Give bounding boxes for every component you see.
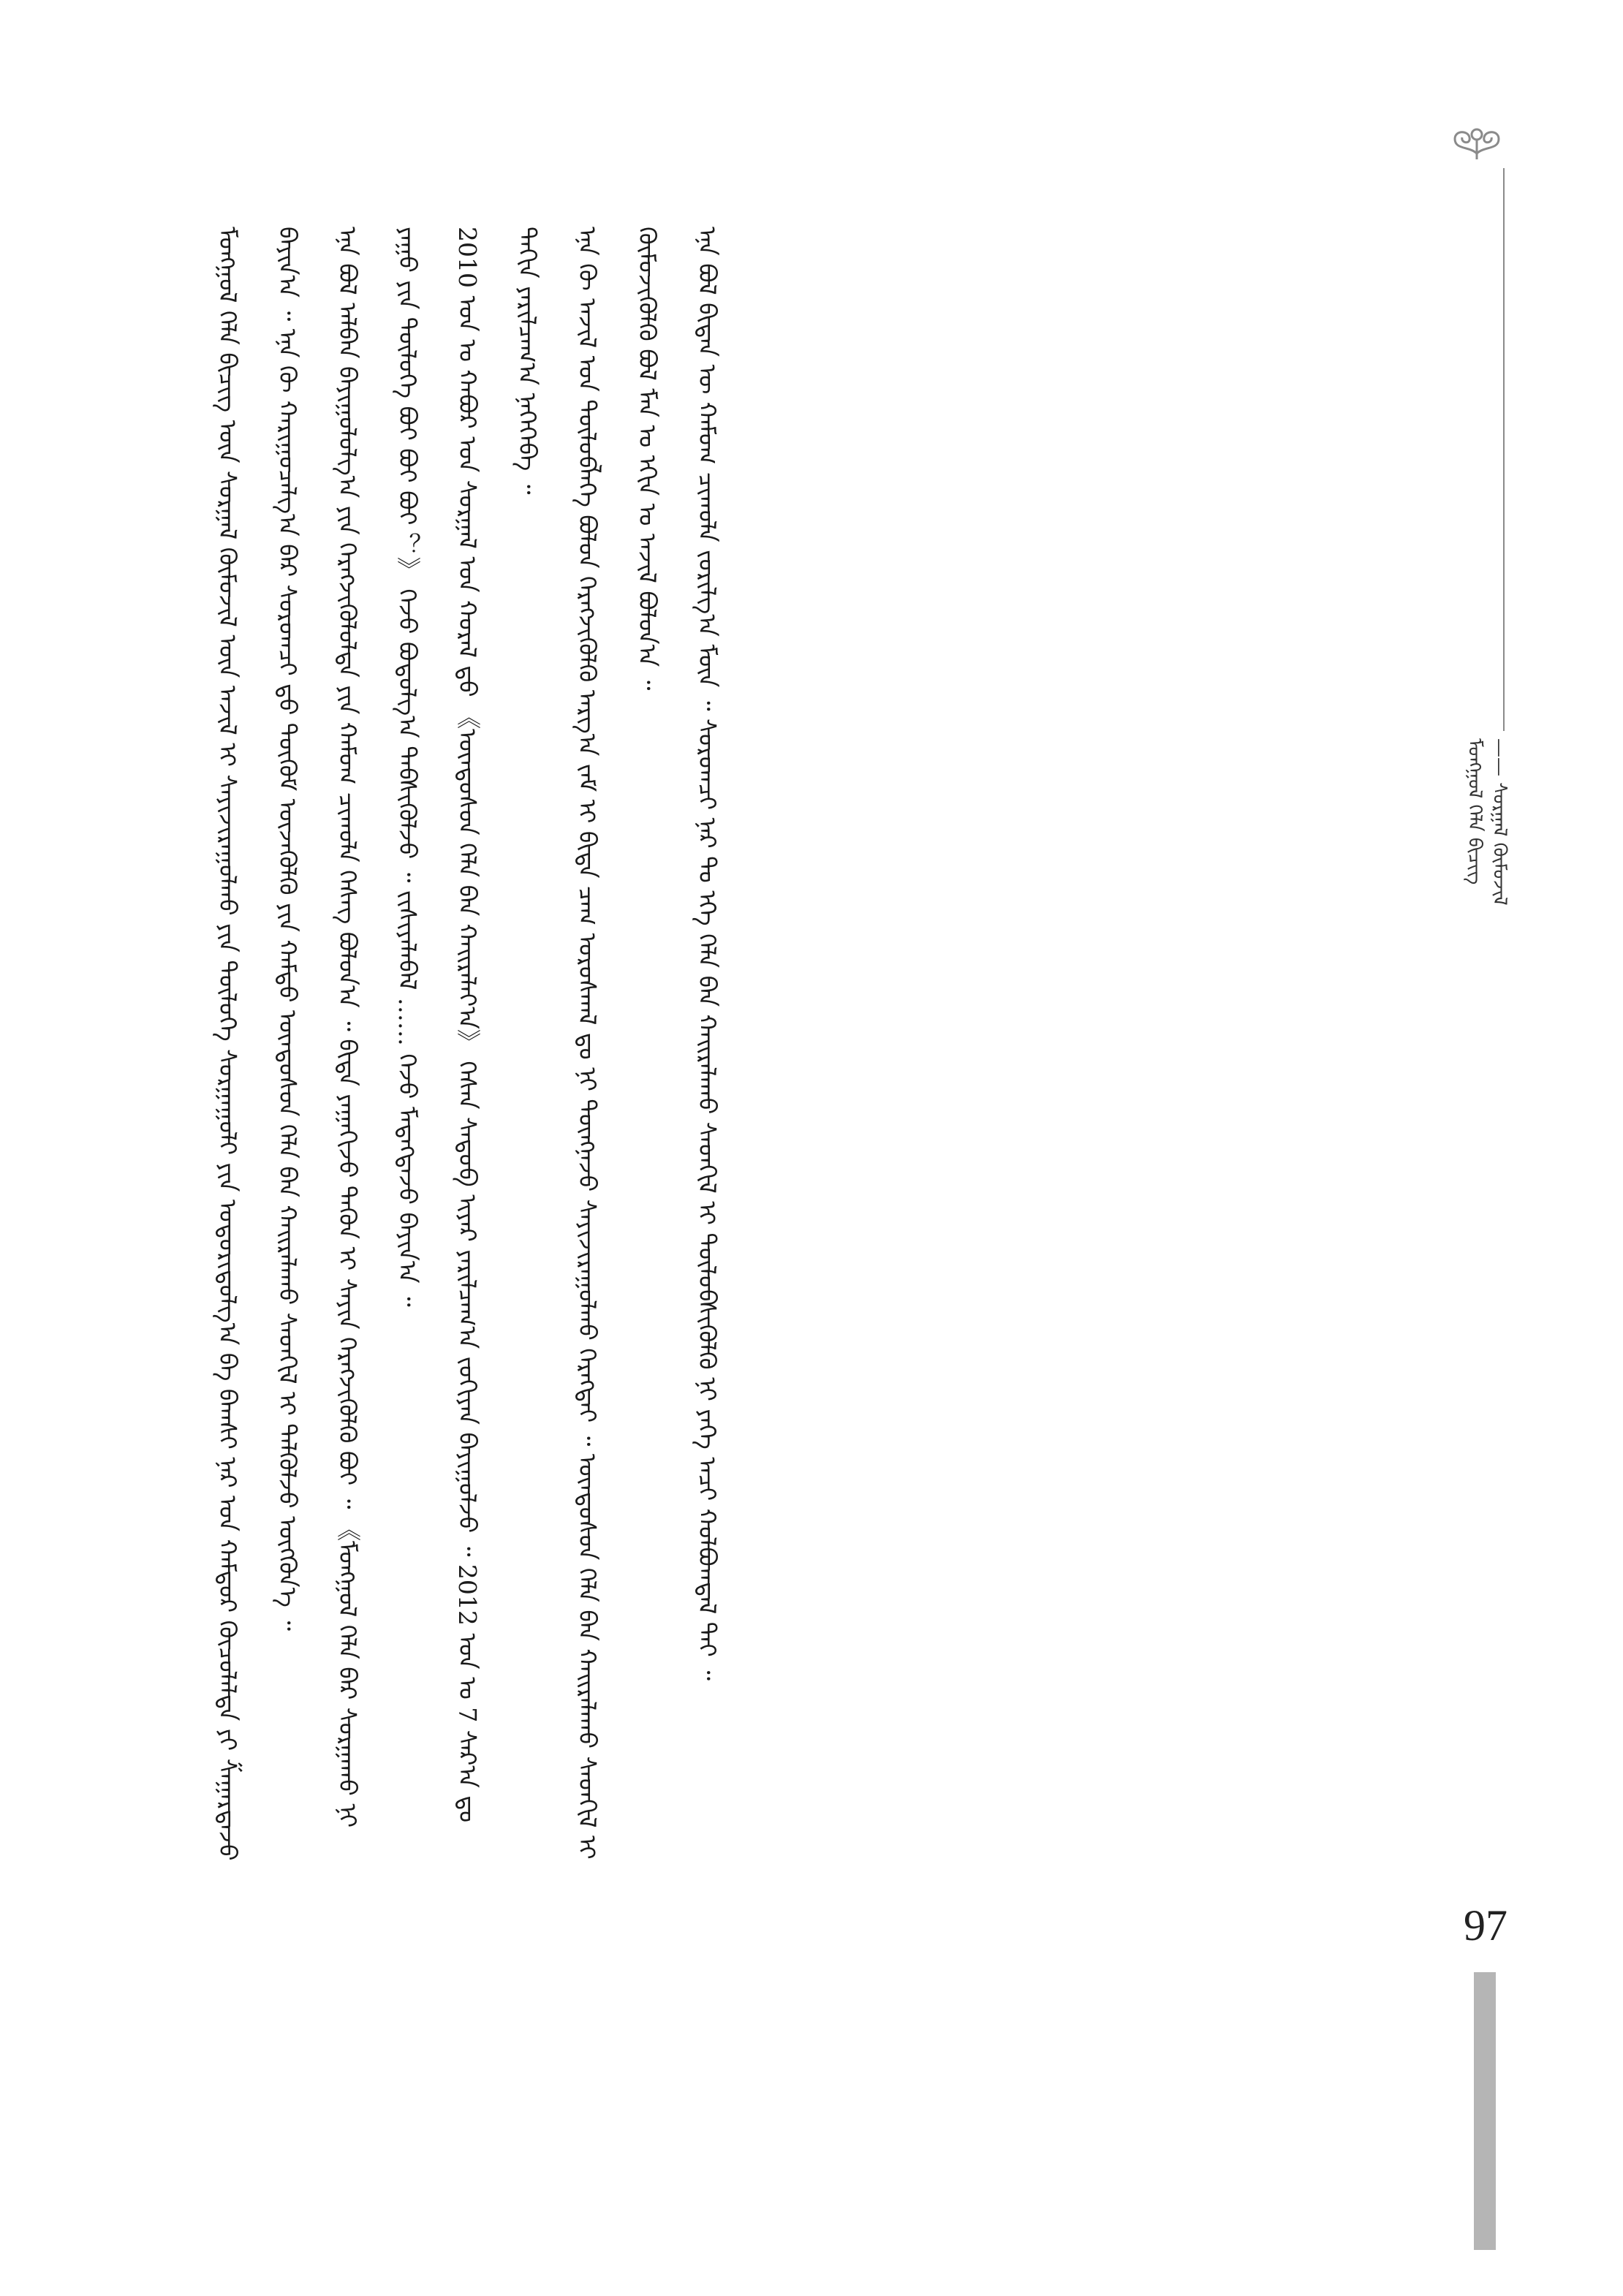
thumb-tab xyxy=(1474,1972,1496,2250)
paragraph: ᠡᠨᠡ ᠬᠦ ᠠᠵᠢᠯ ᠤᠨ ᠲᠥᠯᠦᠪᠯᠡᠭᠡ ᠪᠣᠯᠤᠨ ᠬᠡᠷᠡᠭᠵᠢᠭᠦᠯᠬᠦ ᠠᠷᠭ᠎ᠠ ᠵᠠᠮ ᠢ ᠪᠢᠳᠡ ᠴᠠᠭ ᠤᠷᠤᠰᠬᠠᠯ ᠳᠤ ᠨᠢ ᠳᠦᠩᠨᠡᠵᠦ ᠰᠠᠶᠢᠵᠢᠷᠠᠭᠤᠯᠬᠤ ᠬᠡᠷᠡᠭᠲᠡᠢ ᠃ ᠦᠨᠳᠦᠰᠦᠨ ᠬᠡᠯᠡ ᠪᠡᠨ ᠬᠠᠢᠷᠠᠯᠠᠬᠤ ᠰᠡᠳᠬᠢᠯ ᠢ ᠬᠦᠮᠦᠵᠢᠭᠦᠯᠬᠦ ᠪᠣᠯ ᠮᠠᠨ ᠤ ᠡᠬᠢᠨ ᠤ ᠠᠵᠢᠯ ᠪᠣᠯᠤᠨ᠎ᠠ ᠃ xyxy=(573,227,662,1860)
paragraph: ᠡᠨᠡ ᠪᠣᠯ ᠪᠢᠳᠡᠨ ᠦ ᠬᠠᠮᠤᠭ ᠴᠢᠬᠤᠯᠠ ᠵᠣᠷᠢᠯᠭ᠎ᠠ ᠮᠥᠨ ᠃ ᠰᠤᠷᠤᠭᠴᠢ ᠨᠠᠷ ᠲᠤ ᠡᠬᠡ ᠬᠡᠯᠡ ᠪᠡᠨ ᠬᠠᠢᠷᠠᠯᠠᠬᠤ ᠰᠡᠳᠬᠢᠯ ᠢ ᠲᠥᠯᠥᠪᠰᠢᠭᠦᠯᠬᠦ ᠨᠢ ᠶᠡᠬᠡ ᠠᠴᠢ ᠬᠣᠯᠪᠣᠭᠳᠠᠯ ᠲᠠᠢ ᠃ xyxy=(693,227,722,1681)
paragraph: ᠡᠨᠡ ᠪᠣᠯ ᠠᠯᠪᠠᠨ ᠪᠠᠶᠢᠭᠤᠯᠤᠯᠭ᠎ᠠ ᠶᠢᠨ ᠬᠡᠷᠡᠭᠵᠢᠭᠦᠯᠦᠯᠲᠡ ᠶᠢᠨ ᠬᠠᠮᠤᠭ ᠴᠢᠬᠤᠯᠠ ᠬᠡᠰᠡᠭ ᠪᠣᠯᠤᠨ᠎ᠠ ᠃ ᠪᠢᠳᠡ ᠶᠠᠭᠠᠬᠢᠵᠤ ᠲᠡᠭᠦᠨ ᠢ ᠰᠠᠶᠢᠨ ᠬᠡᠷᠡᠭᠵᠢᠭᠦᠯᠬᠦ ᠪᠤᠢ ᠃ 《ᠮᠣᠩᠭᠣᠯ ᠬᠡᠯᠡ ᠪᠠᠷ ᠰᠤᠷᠭᠠᠬᠤ ᠨᠢ ᠶᠠᠭᠤ ᠶᠢᠨ ᠲᠥᠯᠦᠭᠡ ᠪᠤᠢ ᠪᠤᠢ ᠪᠤᠢ ？》 ᠭᠡᠵᠦ ᠪᠣᠳᠣᠯᠭ᠎ᠠ ᠳᠡᠪᠰᠢᠭᠦᠯᠵᠦ ᠃ ᠵᠢᠱᠢᠶᠡᠯᠡᠪᠡᠯ …… ᠭᠡᠵᠦ ᠮᠡᠳᠡᠭᠳᠡᠵᠦ ᠪᠠᠶᠢᠨ᠎ᠠ ᠃ xyxy=(333,227,422,1828)
paragraph: ᠮᠣᠩᠭᠣᠯ ᠬᠡᠯᠡ ᠪᠢᠴᠢᠭ ᠦᠨ ᠰᠤᠷᠭᠠᠯ ᠬᠦᠮᠦᠵᠢᠯ ᠦᠨ ᠠᠵᠢᠯ ᠢ ᠰᠠᠶᠢᠵᠢᠷᠠᠭᠤᠯᠬᠤ ᠶᠢᠨ ᠲᠥᠯᠦᠭᠡ ᠰᠤᠷᠭᠠᠭᠤᠯᠢ ᠶᠢᠨ ᠤᠳᠤᠷᠢᠳᠤᠯᠭ᠎ᠠ ᠪᠠ ᠪᠠᠭᠰᠢ ᠨᠠᠷ ᠤᠨ ᠬᠠᠮᠲᠤᠷ ᠬᠦᠴᠦᠯᠡᠯᠲᠡ ᠶᠢ ᠱᠠᠭᠠᠷᠳᠠᠵᠤ ᠪᠠᠶᠢᠨ᠎ᠠ ᠃ ᠡᠨᠡ ᠬᠦ ᠬᠠᠷᠢᠭᠤᠴᠠᠯᠭ᠎ᠠ ᠪᠠᠷ ᠰᠤᠷᠤᠭᠴᠢ ᠳ᠋ᠤ ᠳᠥᠭᠥᠮ ᠦᠵᠡᠭᠦᠯᠬᠦ ᠶᠢᠨ ᠬᠠᠮᠲᠤ ᠦᠨᠳᠦᠰᠦᠨ ᠬᠡᠯᠡ ᠪᠡᠨ ᠬᠠᠢᠷᠠᠯᠠᠬᠤ ᠰᠡᠳᠬᠢᠯ ᠢ ᠲᠡᠯᠬᠦᠯᠵᠦ ᠦᠭᠭᠦᠨ᠎ᠡ ᠃ xyxy=(213,227,302,1861)
header-ornament-icon xyxy=(1440,117,1513,161)
main-text-block xyxy=(197,227,1396,1864)
page-number: 97 xyxy=(1464,1901,1507,1950)
paragraph: 2010 ᠣᠨ ᠤ ᠬᠠᠪᠤᠷ ᠤᠨ ᠰᠤᠷᠭᠠᠯ ᠤᠨ ᠬᠤᠷᠠᠯ ᠳ᠋ᠤ 《ᠦᠨᠳᠦᠰᠦᠨ ᠬᠡᠯᠡ ᠪᠡᠨ ᠬᠠᠢᠷᠠᠯᠠᠶ᠎ᠠ》 ᠭᠡᠰᠡᠨ ᠰᠡᠳᠦᠪ ᠢᠶᠡᠷ ᠶᠠᠷᠢᠯᠴᠠᠭ᠎ᠠ ᠵᠣᠬᠢᠶᠠᠨ ᠪᠠᠶᠢᠭᠤᠯᠵᠤ ᠃ 2012 ᠣᠨ ᠤ 7 ᠰᠠᠷ᠎ᠠ ᠳᠤ ᠳᠠᠬᠢᠨ ᠶᠠᠷᠢᠯᠴᠠᠭ᠎ᠠ ᠨᠡᠭᠡᠭᠡᠪᠡ ᠃ xyxy=(453,227,542,1823)
header-rule xyxy=(1503,168,1505,731)
running-header: ᠮᠣᠩᠭᠣᠯ ᠬᠡᠯᠡ ᠪᠢᠴᠢᠭ —— ᠰᠤᠷᠭᠠᠯ ᠬᠦᠮᠦᠵᠢᠯ xyxy=(1464,738,1510,906)
